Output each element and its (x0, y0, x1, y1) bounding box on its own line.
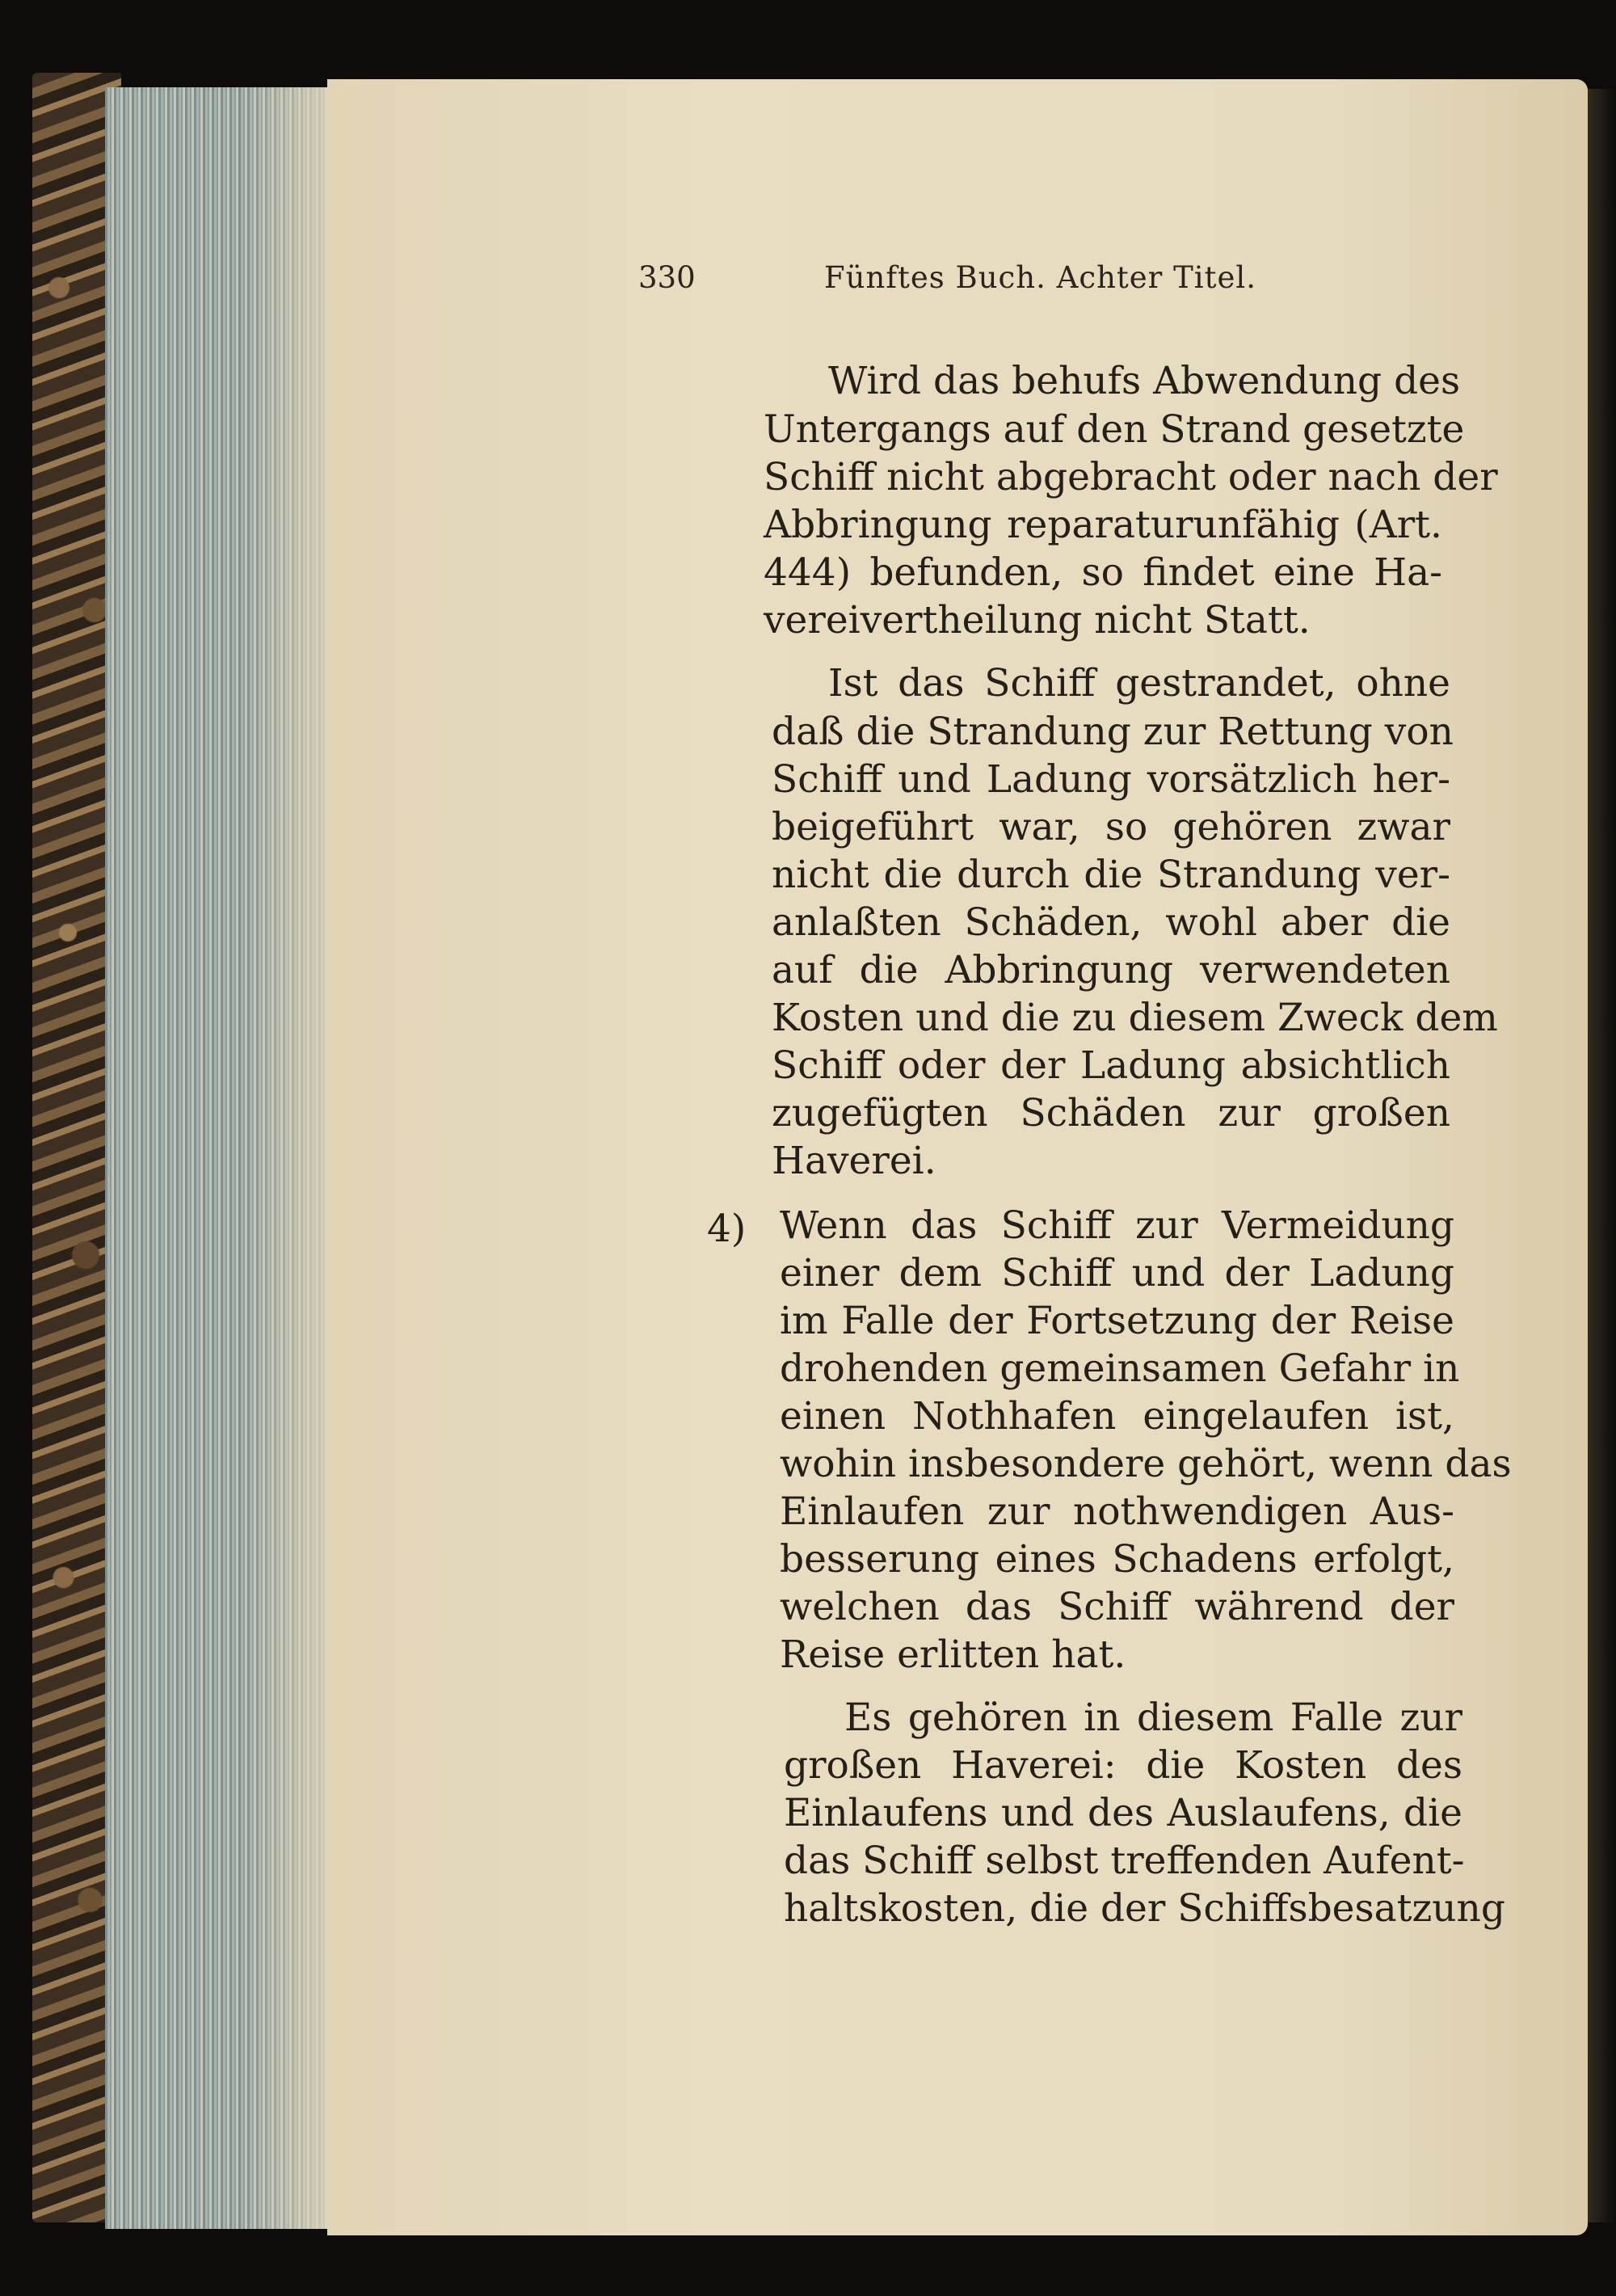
text-line: vereivertheilung nicht Statt. (764, 598, 1311, 642)
text-line: Schiff nicht abgebracht oder nach der (764, 455, 1498, 499)
text-line: welchen das Schiff während der (780, 1585, 1454, 1629)
running-head: Fünftes Buch. Achter Titel. (824, 260, 1256, 295)
list-marker: 4) (707, 1207, 747, 1251)
text-line: einer dem Schiff und der Ladung (780, 1251, 1454, 1295)
text-line: 444) befunden, so findet eine Ha- (764, 550, 1442, 595)
text-line: Schiff oder der Ladung absichtlich (772, 1043, 1450, 1088)
text-line: einen Nothhafen eingelaufen ist, (780, 1394, 1454, 1439)
page-number: 330 (638, 260, 696, 295)
text-line: Untergangs auf den Strand gesetzte (764, 407, 1465, 452)
text-line: Einlaufen zur nothwendigen Aus- (780, 1489, 1454, 1534)
text-line: Einlaufens und des Auslaufens, die (784, 1791, 1462, 1835)
page-edges-fade (242, 87, 331, 2229)
text-line: anlaßten Schäden, wohl aber die (772, 900, 1450, 945)
text-line: Haverei. (772, 1139, 936, 1183)
text-line: Wenn das Schiff zur Vermeidung (780, 1203, 1454, 1248)
text-line: zugefügten Schäden zur großen (772, 1091, 1450, 1135)
text-line: großen Haverei: die Kosten des (784, 1743, 1462, 1788)
text-line: Schiff und Ladung vorsätzlich her- (772, 757, 1450, 802)
text-line: Ist das Schiff gestrandet, ohne (828, 661, 1450, 706)
text-line: besserung eines Schadens erfolgt, (780, 1537, 1454, 1582)
text-line: drohenden gemeinsamen Gefahr in (780, 1346, 1460, 1391)
text-line: Wird das behufs Abwendung des (828, 359, 1461, 403)
text-line: beigeführt war, so gehören zwar (772, 805, 1450, 849)
text-line: Abbringung reparaturunfähig (Art. (764, 503, 1442, 547)
text-line: wohin insbesondere gehört, wenn das (780, 1442, 1512, 1486)
text-line: auf die Abbringung verwendeten (772, 948, 1450, 992)
text-line: Kosten und die zu diesem Zweck dem (772, 996, 1498, 1040)
text-line: Es gehören in diesem Falle zur (844, 1696, 1462, 1740)
text-line: haltskosten, die der Schiffsbesatzung (784, 1886, 1505, 1931)
text-line: Reise erlitten hat. (780, 1632, 1126, 1677)
text-line: im Falle der Fortsetzung der Reise (780, 1299, 1454, 1343)
text-line: daß die Strandung zur Rettung von (772, 710, 1454, 754)
text-line: nicht die durch die Strandung ver- (772, 853, 1450, 897)
text-line: das Schiff selbst treffenden Aufent- (784, 1839, 1465, 1883)
